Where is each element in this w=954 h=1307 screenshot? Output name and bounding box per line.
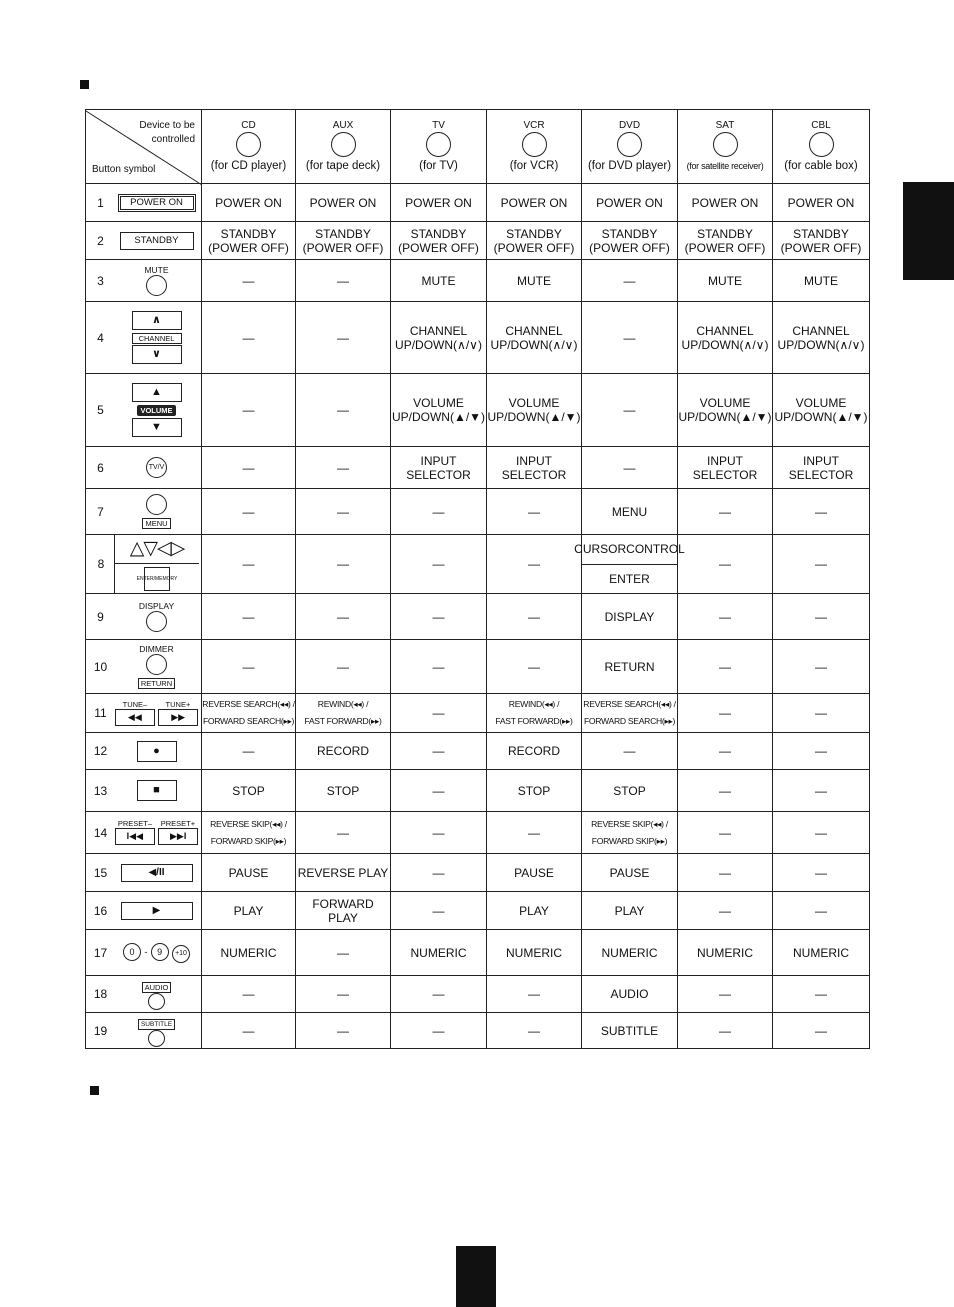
function-cell-tv: STANDBY (POWER OFF) <box>391 222 487 260</box>
row-number: 9 <box>97 609 104 624</box>
device-description: (for VCR) <box>509 160 559 172</box>
function-cell-cbl: NUMERIC <box>773 930 870 976</box>
device-code: DVD <box>618 120 641 131</box>
row-number: 17 <box>93 945 108 960</box>
table-row <box>86 733 870 770</box>
function-cell-dvd: RETURN <box>582 640 678 694</box>
function-cell-aux: — <box>296 1013 391 1049</box>
device-description: (for satellite receiver) <box>686 161 764 171</box>
function-cell-aux: REWIND(◂◂) / FAST FORWARD(▸▸) <box>296 694 391 733</box>
table-row <box>86 302 870 374</box>
function-cell-cbl: — <box>773 812 870 854</box>
audio-label: AUDIO <box>142 982 172 993</box>
function-cell-vcr: PLAY <box>487 892 582 930</box>
function-cell-cbl: — <box>773 854 870 892</box>
row-number: 11 <box>94 706 107 720</box>
remote-function-table <box>85 109 870 1049</box>
function-cell-dvd: STANDBY (POWER OFF) <box>582 222 678 260</box>
function-cell-aux: — <box>296 930 391 976</box>
device-description: (for DVD player) <box>587 160 672 172</box>
button-symbol-cell <box>86 222 202 260</box>
function-cell-dvd: POWER ON <box>582 184 678 222</box>
function-cell-tv: INPUT SELECTOR <box>391 447 487 489</box>
row-number: 16 <box>93 903 108 918</box>
function-cell-tv: — <box>391 812 487 854</box>
function-cell-cd: STOP <box>202 770 296 812</box>
device-button-icon <box>331 132 356 157</box>
button-symbol-cell <box>86 302 202 374</box>
device-to-be-controlled-label: Device to be controlled <box>139 119 195 145</box>
device-header-tv <box>391 110 487 184</box>
function-cell-vcr: STOP <box>487 770 582 812</box>
function-cell-dvd: DISPLAY <box>582 594 678 640</box>
function-cell-aux: POWER ON <box>296 184 391 222</box>
function-cell-cbl: — <box>773 535 870 594</box>
function-cell-vcr: — <box>487 535 582 594</box>
function-cell-vcr: RECORD <box>487 733 582 770</box>
function-cell-dvd: — <box>582 302 678 374</box>
button-symbol-cell <box>86 930 202 976</box>
menu-button-icon <box>146 494 167 515</box>
function-cell-dvd: MENU <box>582 489 678 535</box>
button-symbol-cell <box>86 976 202 1013</box>
function-cell-vcr: — <box>487 1013 582 1049</box>
channel-down-icon: ∨ <box>132 345 182 364</box>
row-number: 4 <box>97 330 104 345</box>
device-button-icon <box>426 132 451 157</box>
function-cell-dvd: SUBTITLE <box>582 1013 678 1049</box>
button-symbol-cell <box>86 640 202 694</box>
function-cell-tv: POWER ON <box>391 184 487 222</box>
device-code: CBL <box>811 120 831 131</box>
function-cell-cbl: — <box>773 489 870 535</box>
function-cell-cd: NUMERIC <box>202 930 296 976</box>
row-number: 8 <box>97 557 105 571</box>
function-cell-cd: — <box>202 489 296 535</box>
function-cell-cbl: — <box>773 976 870 1013</box>
function-cell-aux: — <box>296 489 391 535</box>
function-cell-sat: — <box>678 694 773 733</box>
function-cell-vcr: PAUSE <box>487 854 582 892</box>
function-cell-aux: — <box>296 447 391 489</box>
table-row <box>86 812 870 854</box>
row-number: 12 <box>93 744 108 758</box>
function-cell-tv: — <box>391 976 487 1013</box>
function-cell-vcr: INPUT SELECTOR <box>487 447 582 489</box>
device-button-icon <box>809 132 834 157</box>
row-number: 19 <box>93 1023 108 1038</box>
device-code: CD <box>241 120 256 131</box>
function-cell-sat: — <box>678 733 773 770</box>
function-cell-cbl: — <box>773 1013 870 1049</box>
device-code: AUX <box>332 120 354 131</box>
play-button-icon: ▶ <box>121 902 193 920</box>
device-header-aux <box>296 110 391 184</box>
button-symbol-cell <box>86 260 202 302</box>
device-code: SAT <box>715 120 735 131</box>
function-cell-aux: — <box>296 976 391 1013</box>
function-cell-vcr: — <box>487 594 582 640</box>
function-cell-tv: — <box>391 640 487 694</box>
device-description: (for tape deck) <box>305 160 381 172</box>
button-symbol-cell <box>86 374 202 447</box>
table-row <box>86 640 870 694</box>
device-button-icon <box>617 132 642 157</box>
tune-minus-label: TUNE– <box>122 699 148 709</box>
side-tab-marker <box>903 182 954 280</box>
section-bullet-top <box>80 80 89 89</box>
function-cell-dvd: NUMERIC <box>582 930 678 976</box>
function-cell-dvd: CURSOR CONTROL ENTER <box>582 535 678 594</box>
function-cell-vcr: CHANNEL UP/DOWN(∧/∨) <box>487 302 582 374</box>
range-dash: - <box>144 946 148 957</box>
function-cell-tv: — <box>391 733 487 770</box>
device-button-icon <box>236 132 261 157</box>
function-cell-sat: — <box>678 854 773 892</box>
function-cell-dvd: AUDIO <box>582 976 678 1013</box>
function-cell-dvd: — <box>582 447 678 489</box>
function-cell-vcr: — <box>487 976 582 1013</box>
function-cell-cd: — <box>202 594 296 640</box>
table-row <box>86 447 870 489</box>
device-header-vcr <box>487 110 582 184</box>
function-cell-dvd: REVERSE SEARCH(◂◂) / FORWARD SEARCH(▸▸) <box>582 694 678 733</box>
function-cell-cbl: STANDBY (POWER OFF) <box>773 222 870 260</box>
preset-minus-label: PRESET– <box>117 819 153 828</box>
device-description: (for TV) <box>419 160 458 172</box>
audio-button-icon <box>148 993 165 1010</box>
function-cell-tv: — <box>391 1013 487 1049</box>
button-symbol-cell <box>86 694 202 733</box>
button-symbol-cell <box>86 594 202 640</box>
button-symbol-label: Button symbol <box>92 163 156 175</box>
function-cell-cbl: — <box>773 640 870 694</box>
volume-down-icon: ▼ <box>132 418 182 437</box>
function-cell-cd: — <box>202 1013 296 1049</box>
mute-button-icon <box>146 275 167 296</box>
power-on-button-icon: POWER ON <box>118 194 196 212</box>
table-row <box>86 1013 870 1049</box>
function-cell-cbl: INPUT SELECTOR <box>773 447 870 489</box>
function-cell-aux: STOP <box>296 770 391 812</box>
dimmer-label: DIMMER <box>139 644 174 654</box>
function-cell-cd: — <box>202 733 296 770</box>
function-cell-aux: — <box>296 812 391 854</box>
function-cell-vcr: POWER ON <box>487 184 582 222</box>
subtitle-label: SUBTITLE <box>138 1019 175 1030</box>
button-symbol-cell <box>86 812 202 854</box>
device-header-cd <box>202 110 296 184</box>
function-cell-cd: — <box>202 260 296 302</box>
function-cell-tv: — <box>391 535 487 594</box>
table-row <box>86 489 870 535</box>
table-row <box>86 184 870 222</box>
function-cell-sat: — <box>678 892 773 930</box>
page-number-tab <box>456 1246 496 1307</box>
function-cell-vcr: NUMERIC <box>487 930 582 976</box>
function-cell-cd: REVERSE SEARCH(◂◂) / FORWARD SEARCH(▸▸) <box>202 694 296 733</box>
fast-forward-button-icon: ▶▶ <box>158 709 198 726</box>
function-cell-sat: — <box>678 535 773 594</box>
function-cell-sat: — <box>678 976 773 1013</box>
table-row <box>86 930 870 976</box>
row-number: 13 <box>93 783 108 798</box>
function-cell-sat: — <box>678 812 773 854</box>
function-cell-sat: VOLUME UP/DOWN(▲/▼) <box>678 374 773 447</box>
button-symbol-cell <box>86 489 202 535</box>
function-cell-sat: — <box>678 1013 773 1049</box>
function-cell-sat: STANDBY (POWER OFF) <box>678 222 773 260</box>
function-cell-vcr: REWIND(◂◂) / FAST FORWARD(▸▸) <box>487 694 582 733</box>
device-header-cbl <box>773 110 870 184</box>
button-symbol-cell <box>86 854 202 892</box>
function-cell-cd: — <box>202 640 296 694</box>
pause-play-button-icon: ◀/II <box>121 864 193 882</box>
function-cell-aux: — <box>296 535 391 594</box>
table-row <box>86 770 870 812</box>
button-symbol-cell <box>86 733 202 770</box>
function-cell-sat: — <box>678 770 773 812</box>
enter-memory-button-icon: ENTER/MEMORY <box>144 567 170 591</box>
function-cell-cbl: — <box>773 594 870 640</box>
device-button-icon <box>522 132 547 157</box>
function-cell-cd: POWER ON <box>202 184 296 222</box>
device-description: (for CD player) <box>210 160 287 172</box>
skip-forward-button-icon: ▶▶I <box>158 828 198 845</box>
row-number: 14 <box>93 825 108 840</box>
function-cell-vcr: MUTE <box>487 260 582 302</box>
channel-label: CHANNEL <box>132 333 182 344</box>
function-cell-cbl: — <box>773 892 870 930</box>
table-row <box>86 374 870 447</box>
button-symbol-cell <box>86 1013 202 1049</box>
function-cell-cd: STANDBY (POWER OFF) <box>202 222 296 260</box>
function-cell-aux: FORWARD PLAY <box>296 892 391 930</box>
function-cell-vcr: — <box>487 640 582 694</box>
device-description: (for cable box) <box>784 160 858 172</box>
function-cell-cbl: MUTE <box>773 260 870 302</box>
mute-label: MUTE <box>144 265 169 275</box>
function-cell-sat: — <box>678 594 773 640</box>
row-number: 3 <box>97 273 104 288</box>
function-cell-cd: PLAY <box>202 892 296 930</box>
function-cell-cbl: POWER ON <box>773 184 870 222</box>
function-cell-tv: — <box>391 854 487 892</box>
function-cell-sat: MUTE <box>678 260 773 302</box>
device-button-icon <box>713 132 738 157</box>
function-cell-aux: — <box>296 302 391 374</box>
function-cell-vcr: VOLUME UP/DOWN(▲/▼) <box>487 374 582 447</box>
cursor-arrows-icon: △▽◁▷ <box>115 535 199 564</box>
row-number: 5 <box>97 403 104 417</box>
function-cell-tv: NUMERIC <box>391 930 487 976</box>
button-symbol-cell <box>86 535 202 594</box>
function-cell-cbl: VOLUME UP/DOWN(▲/▼) <box>773 374 870 447</box>
function-cell-dvd: PLAY <box>582 892 678 930</box>
display-button-icon <box>146 611 167 632</box>
function-cell-aux: — <box>296 374 391 447</box>
header-row <box>86 110 870 184</box>
function-cell-aux: STANDBY (POWER OFF) <box>296 222 391 260</box>
button-symbol-cell <box>86 770 202 812</box>
button-symbol-cell <box>86 892 202 930</box>
function-cell-dvd: REVERSE SKIP(◂◂) / FORWARD SKIP(▸▸) <box>582 812 678 854</box>
table-row <box>86 260 870 302</box>
corner-header-cell <box>86 110 202 184</box>
tune-plus-label: TUNE+ <box>165 699 191 709</box>
table-row <box>86 854 870 892</box>
row-number: 15 <box>93 865 108 880</box>
function-cell-cd: — <box>202 447 296 489</box>
standby-button-icon: STANDBY <box>120 232 194 250</box>
rewind-button-icon: ◀◀ <box>115 709 155 726</box>
function-cell-vcr: — <box>487 812 582 854</box>
digit-0-button-icon: 0 <box>123 943 141 961</box>
function-cell-tv: VOLUME UP/DOWN(▲/▼) <box>391 374 487 447</box>
function-cell-tv: — <box>391 770 487 812</box>
device-header-dvd <box>582 110 678 184</box>
function-cell-dvd: — <box>582 374 678 447</box>
function-cell-aux: — <box>296 640 391 694</box>
function-cell-tv: — <box>391 892 487 930</box>
function-cell-sat: POWER ON <box>678 184 773 222</box>
device-header-sat <box>678 110 773 184</box>
table-row <box>86 594 870 640</box>
button-symbol-cell <box>86 184 202 222</box>
preset-plus-label: PRESET+ <box>160 819 196 828</box>
skip-back-button-icon: I◀◀ <box>115 828 155 845</box>
row-number: 7 <box>97 504 104 519</box>
function-cell-tv: — <box>391 694 487 733</box>
function-cell-tv: MUTE <box>391 260 487 302</box>
function-cell-cd: — <box>202 374 296 447</box>
digit-9-button-icon: 9 <box>151 943 169 961</box>
plus10-button-icon: +10 <box>172 945 190 963</box>
record-button-icon: ● <box>137 741 177 762</box>
table-row <box>86 892 870 930</box>
function-cell-dvd: PAUSE <box>582 854 678 892</box>
section-bullet-bottom <box>90 1086 99 1095</box>
table-row <box>86 222 870 260</box>
function-cell-tv: — <box>391 594 487 640</box>
function-cell-vcr: STANDBY (POWER OFF) <box>487 222 582 260</box>
table-row <box>86 694 870 733</box>
device-code: TV <box>432 120 445 131</box>
function-cell-vcr: — <box>487 489 582 535</box>
function-cell-sat: NUMERIC <box>678 930 773 976</box>
function-cell-tv: — <box>391 489 487 535</box>
function-cell-cd: REVERSE SKIP(◂◂) / FORWARD SKIP(▸▸) <box>202 812 296 854</box>
menu-label: MENU <box>142 518 170 529</box>
display-label: DISPLAY <box>138 601 175 611</box>
device-code: VCR <box>523 120 545 131</box>
function-cell-sat: INPUT SELECTOR <box>678 447 773 489</box>
function-cell-sat: — <box>678 640 773 694</box>
table-row <box>86 535 870 594</box>
function-cell-cbl: — <box>773 770 870 812</box>
function-cell-aux: RECORD <box>296 733 391 770</box>
function-cell-sat: CHANNEL UP/DOWN(∧/∨) <box>678 302 773 374</box>
function-cell-dvd: STOP <box>582 770 678 812</box>
row-number: 2 <box>97 233 104 248</box>
table-row <box>86 976 870 1013</box>
function-cell-aux: — <box>296 594 391 640</box>
volume-label: VOLUME <box>137 405 175 416</box>
row-number: 6 <box>97 460 104 475</box>
return-label: RETURN <box>138 678 175 689</box>
function-cell-dvd: — <box>582 260 678 302</box>
function-cell-cd: — <box>202 976 296 1013</box>
dimmer-button-icon <box>146 654 167 675</box>
function-cell-cbl: CHANNEL UP/DOWN(∧/∨) <box>773 302 870 374</box>
function-cell-aux: — <box>296 260 391 302</box>
button-symbol-cell <box>86 447 202 489</box>
function-cell-cd: — <box>202 302 296 374</box>
stop-button-icon: ■ <box>137 780 177 801</box>
function-cell-cd: PAUSE <box>202 854 296 892</box>
tv-video-button-icon: TV/V <box>146 457 167 478</box>
subtitle-button-icon <box>148 1030 165 1047</box>
function-cell-dvd: — <box>582 733 678 770</box>
function-cell-cbl: — <box>773 733 870 770</box>
row-number: 1 <box>97 195 104 210</box>
channel-up-icon: ∧ <box>132 311 182 330</box>
volume-up-icon: ▲ <box>132 383 182 402</box>
row-number: 18 <box>93 987 108 1001</box>
function-cell-aux: REVERSE PLAY <box>296 854 391 892</box>
function-cell-tv: CHANNEL UP/DOWN(∧/∨) <box>391 302 487 374</box>
function-cell-sat: — <box>678 489 773 535</box>
row-number: 10 <box>93 659 108 674</box>
function-cell-cd: — <box>202 535 296 594</box>
function-cell-cbl: — <box>773 694 870 733</box>
